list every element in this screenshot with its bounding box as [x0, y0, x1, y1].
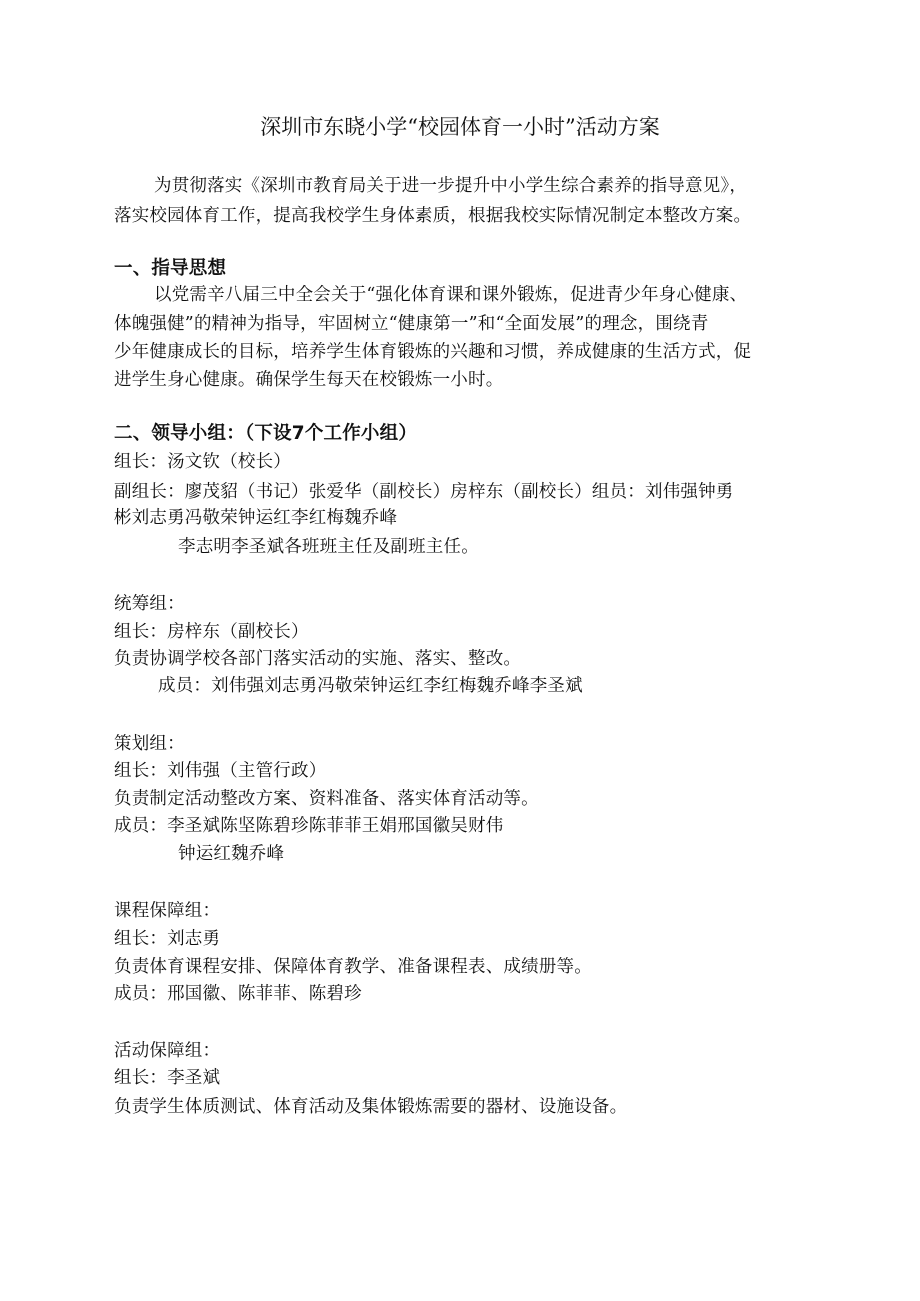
group-coordination-members: 成员：刘伟强刘志勇冯敬荣钟运红李红梅魏乔峰李圣斌: [158, 676, 583, 696]
group-curriculum-members: 成员：邢国徽、陈菲菲、陈碧珍: [114, 984, 362, 1004]
group-curriculum-leader: 组长：刘志勇: [114, 929, 221, 949]
group-coordination-leader: 组长：房梓东（副校长）: [114, 622, 309, 642]
section1-line-4: 进学生身心健康。确保学生每天在校锻炼一小时。: [114, 370, 504, 390]
group-curriculum-name: 课程保障组：: [114, 901, 221, 921]
section1-line-2: 体魄强健”的精神为指导，牢固树立“健康第一”和“全面发展”的理念，围绕青: [114, 314, 709, 334]
intro-line-2: 落实校园体育工作，提高我校学生身体素质，根据我校实际情况制定本整改方案。: [114, 206, 752, 226]
group-planning-members-cont: 钟运红魏乔峰: [178, 844, 285, 864]
group-planning-members: 成员：李圣斌陈坚陈碧珍陈菲菲王娟邢国徽吴财伟: [114, 816, 504, 836]
group-planning-name: 策划组：: [114, 734, 185, 754]
section-heading-guiding-ideology: 一、指导思想: [114, 258, 227, 279]
section1-line-3: 少年健康成长的目标，培养学生体育锻炼的兴趣和习惯，养成健康的生活方式，促: [114, 342, 752, 362]
group-curriculum-duty: 负责体育课程安排、保障体育教学、准备课程表、成绩册等。: [114, 957, 592, 977]
group-activity-name: 活动保障组：: [114, 1041, 221, 1061]
section2-line-4: 李志明李圣斌各班班主任及副班主任。: [178, 537, 479, 557]
group-planning-leader: 组长：刘伟强（主管行政）: [114, 761, 327, 781]
document-title: 深圳市东晓小学“校园体育一小时”活动方案: [260, 115, 660, 139]
group-coordination-name: 统筹组：: [114, 594, 185, 614]
group-activity-duty: 负责学生体质测试、体育活动及集体锻炼需要的器材、设施设备。: [114, 1097, 628, 1117]
section2-line-2: 副组长：廖茂貂（书记）张爱华（副校长）房梓东（副校长）组员：刘伟强钟勇: [114, 482, 734, 502]
group-activity-leader: 组长：李圣斌: [114, 1068, 221, 1088]
intro-line-1: 为贯彻落实《深圳市教育局关于进一步提升中小学生综合素养的指导意见》，: [154, 176, 748, 196]
group-planning-duty: 负责制定活动整改方案、资料准备、落实体育活动等。: [114, 789, 539, 809]
section1-line-1: 以党需辛八届三中全会关于“强化体育课和课外锻炼，促进青少年身心健康、: [154, 285, 748, 305]
section-heading-leadership-group: 二、领导小组：（下设7个工作小组）: [114, 423, 418, 444]
section2-line-3: 彬刘志勇冯敬荣钟运红李红梅魏乔峰: [114, 508, 398, 528]
group-coordination-duty: 负责协调学校各部门落实活动的实施、落实、整改。: [114, 649, 522, 669]
section2-line-1: 组长：汤文钦（校长）: [114, 452, 291, 472]
